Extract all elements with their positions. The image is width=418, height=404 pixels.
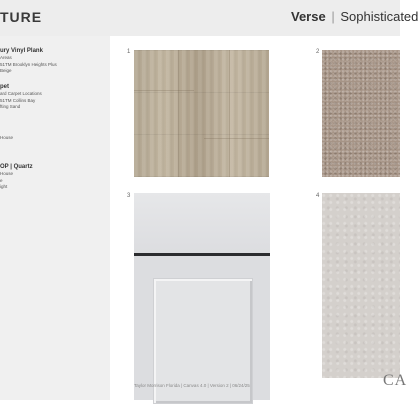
tile-number-3: 3 [127, 193, 131, 199]
spec-sidebar [0, 36, 110, 400]
carpet-swatch [322, 50, 400, 177]
spec-section-title: ury Vinyl Plank [0, 48, 43, 54]
footer-text: Taylor Morrison Florida | Canvas 4.0 | Version 2 | 06/24/25 [134, 383, 250, 388]
tile-number-1: 1 [127, 49, 131, 55]
quartz-swatch [322, 193, 400, 378]
cabinet-door-swatch [134, 193, 270, 400]
spec-line: House [0, 171, 14, 176]
title-separator: | [331, 9, 335, 24]
spec-line: House [0, 135, 14, 140]
spec-section-carpet [0, 83, 110, 111]
collection-style: Sophisticated [340, 9, 418, 24]
spec-section-title: pet [0, 84, 9, 90]
brand-logo: CA [383, 372, 408, 389]
spec-line: e [0, 177, 3, 183]
collection-title [291, 9, 418, 24]
spec-section-vinyl [0, 47, 110, 75]
spec-line: ight [0, 184, 8, 190]
header-bar [0, 0, 418, 36]
spec-section-cabinet [0, 135, 110, 142]
tile-number-2: 2 [316, 49, 320, 55]
vinyl-plank-swatch [134, 50, 269, 177]
spec-line: ard Carpet Locations [0, 91, 42, 96]
tile-number-4: 4 [316, 193, 320, 199]
spec-line: 51TM Collins Bay [0, 97, 36, 103]
spec-line: Beige [0, 68, 12, 74]
spec-line: fting Sand [0, 104, 21, 110]
brand-title: TURE [0, 9, 43, 25]
collection-name: Verse [291, 9, 326, 24]
spec-section-title: OP | Quartz [0, 164, 33, 170]
spec-line: Areas [0, 55, 12, 60]
spec-section-quartz [0, 163, 110, 191]
spec-line: 51TM Brooklyn Heights Plus [0, 61, 57, 67]
